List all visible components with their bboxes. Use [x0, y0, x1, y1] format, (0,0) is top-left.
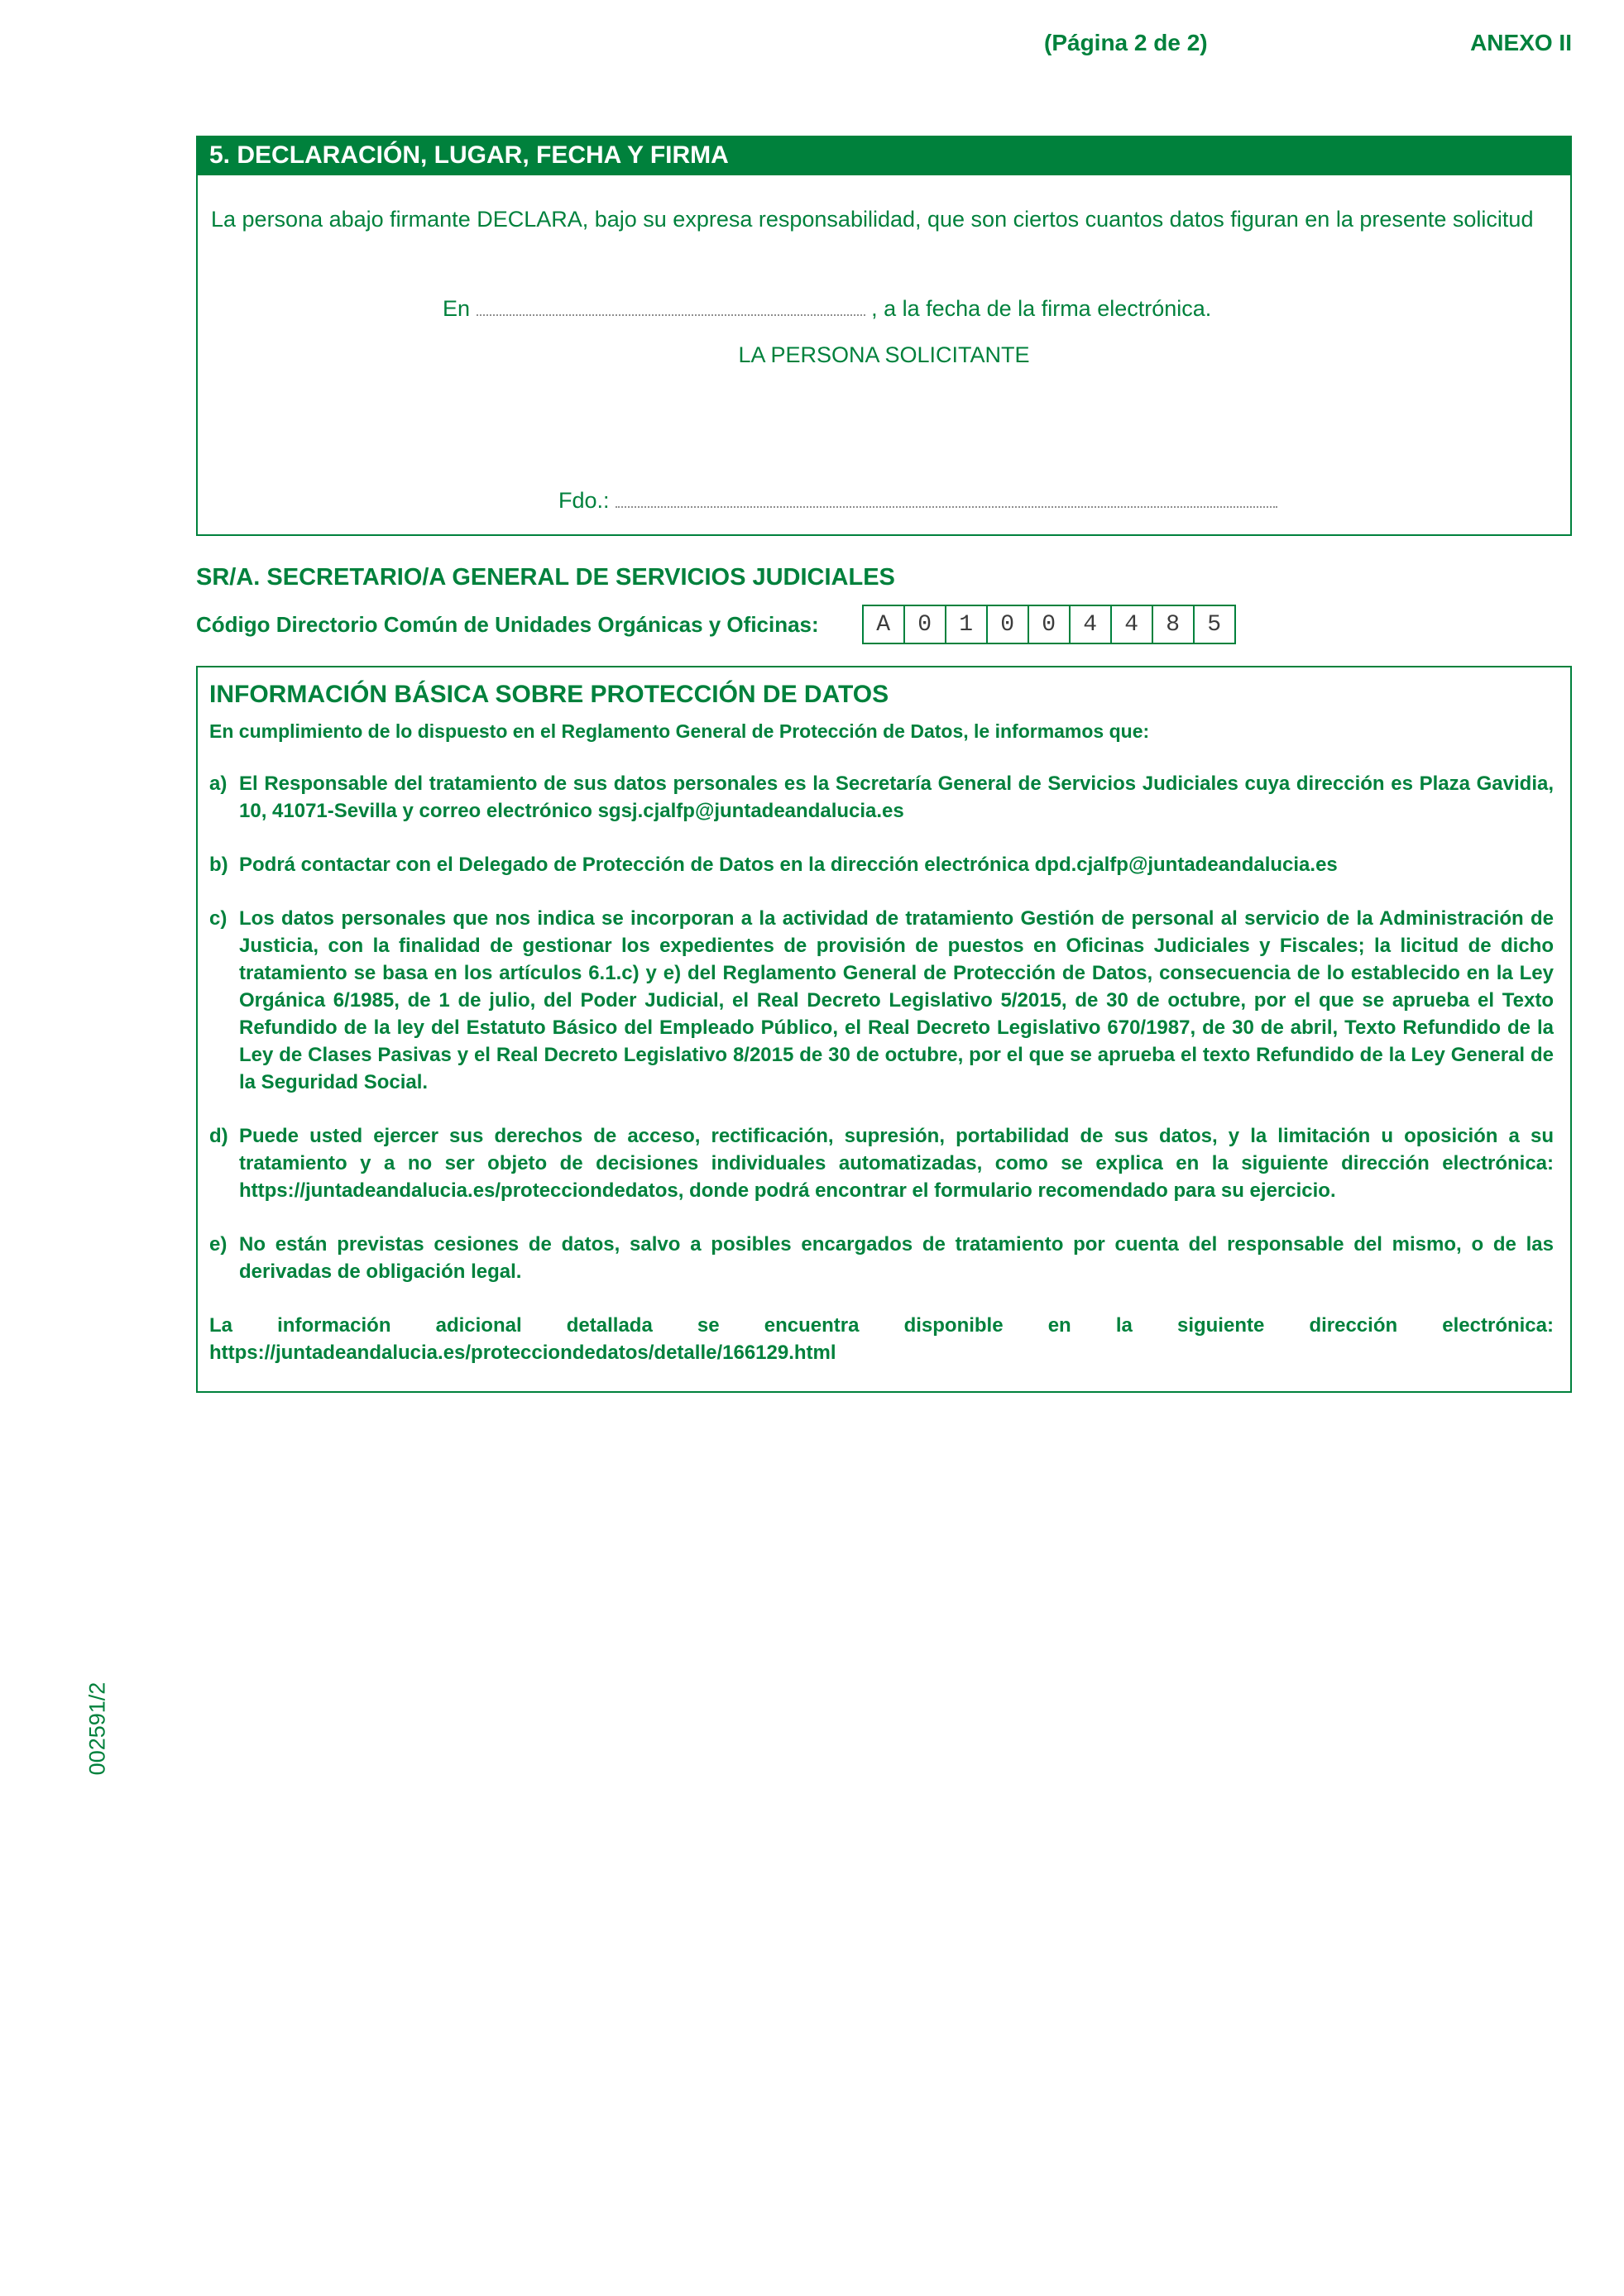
declaration-text: La persona abajo firmante DECLARA, bajo su expresa responsabilidad, que son ciertos cuantos datos figuran en la presente solicitud	[211, 207, 1534, 232]
dir3-code-cell: A	[862, 605, 905, 644]
place-input[interactable]	[477, 297, 865, 316]
item-text: No están previstas cesiones de datos, salvo a posibles encargados de tratamiento por cuenta del responsable del mismo, o de las derivadas de obligación legal.	[239, 1233, 1554, 1283]
place-label: En	[443, 296, 471, 321]
data-protection-item-d	[209, 1122, 1554, 1204]
item-label: d)	[209, 1125, 228, 1147]
signer-heading: LA PERSONA SOLICITANTE	[738, 342, 1030, 367]
item-text: Puede usted ejercer sus derechos de acceso, rectificación, supresión, portabilidad de sus datos, y la limitación u oposición a su tratamiento y a no ser objeto de decisiones individuales automatizadas, como se explica en la siguiente dirección electrónica: https://juntadeandalucia.es/protecciondedatos, donde podrá encontrar el formulario recomendado para su ejercicio.	[239, 1125, 1554, 1202]
item-label: e)	[209, 1233, 228, 1256]
dir3-code-cell: 5	[1193, 605, 1236, 644]
addressee-title: SR/A. SECRETARIO/A GENERAL DE SERVICIOS JUDICIALES	[196, 564, 895, 591]
item-label: a)	[209, 773, 228, 795]
section-declaration-title: 5. DECLARACIÓN, LUGAR, FECHA Y FIRMA	[196, 136, 1572, 175]
data-protection-item-e	[209, 1231, 1554, 1285]
item-text: Los datos personales que nos indica se incorporan a la actividad de tratamiento Gestión de personal al servicio de la Administración de Justicia, con la finalidad de gestionar los expedientes de provisión de puestos en Oficinas Judiciales y Fiscales; la licitud de dicho tratamiento se basa en los artículos 6.1.c) y e) del Reglamento General de Protección de Datos, consecuencia de lo establecido en la Ley Orgánica 6/1985, de 1 de julio, del Poder Judicial, el Real Decreto Legislativo 5/2015, de 30 de octubre, por el que se aprueba el Texto Refundido de la ley del Estatuto Básico del Empleado Público, el Real Decreto Legislativo 670/1987, de 30 de abril, Texto Refundido de la Ley de Clases Pasivas y el Real Decreto Legislativo 8/2015 de 30 de octubre, por el que se aprueba el texto Refundido de la Ley General de la Seguridad Social.	[239, 907, 1554, 1093]
dir3-label: Código Directorio Común de Unidades Orgánicas y Oficinas:	[196, 611, 819, 637]
item-text: El Responsable del tratamiento de sus datos personales es la Secretaría General de Servicios Judiciales cuya dirección es Plaza Gavidia, 10, 41071-Sevilla y correo electrónico sgsj.cjalfp@juntadeandalucia.es	[239, 773, 1554, 822]
data-protection-title: INFORMACIÓN BÁSICA SOBRE PROTECCIÓN DE DATOS	[209, 681, 889, 708]
dir3-code-cell: 0	[903, 605, 946, 644]
signature-input[interactable]	[616, 489, 1277, 508]
data-protection-box	[196, 666, 1572, 1393]
dir3-code-cell: 0	[1028, 605, 1071, 644]
section-declaration	[196, 136, 1572, 536]
signature-label: Fdo.:	[558, 488, 610, 513]
data-protection-intro: En cumplimiento de lo dispuesto en el Reglamento General de Protección de Datos, le informamos que:	[209, 720, 1150, 742]
dir3-code	[862, 605, 1236, 644]
dir3-code-cell: 4	[1110, 605, 1153, 644]
data-protection-item-c	[209, 905, 1554, 1096]
date-suffix: , a la fecha de la firma electrónica.	[871, 296, 1212, 321]
place-date-line	[443, 294, 1557, 323]
dir3-code-cell: 8	[1152, 605, 1195, 644]
page-indicator: (Página 2 de 2)	[1044, 30, 1208, 55]
dir3-row	[196, 605, 1572, 644]
annex-label: ANEXO II	[1470, 30, 1572, 55]
item-label: c)	[209, 907, 228, 930]
form-code-vertical: 002591/2	[84, 1681, 110, 1776]
data-protection-item-a	[209, 770, 1554, 825]
item-label: b)	[209, 854, 228, 876]
signature-line	[558, 486, 1557, 514]
data-protection-item-b	[209, 851, 1554, 878]
dir3-code-cell: 4	[1069, 605, 1112, 644]
item-text: Podrá contactar con el Delegado de Protección de Datos en la dirección electrónica dpd.cjalfp@juntadeandalucia.es	[239, 854, 1338, 876]
dir3-code-cell: 1	[945, 605, 988, 644]
dir3-code-cell: 0	[986, 605, 1029, 644]
page-header	[0, 30, 1624, 71]
section-declaration-body	[196, 175, 1572, 536]
data-protection-footer: La información adicional detallada se encuentra disponible en la siguiente dirección electrónica: https://juntadeandalucia.es/protecciondedatos/detalle/166129.html	[209, 1314, 1554, 1364]
form-content	[196, 136, 1572, 1393]
